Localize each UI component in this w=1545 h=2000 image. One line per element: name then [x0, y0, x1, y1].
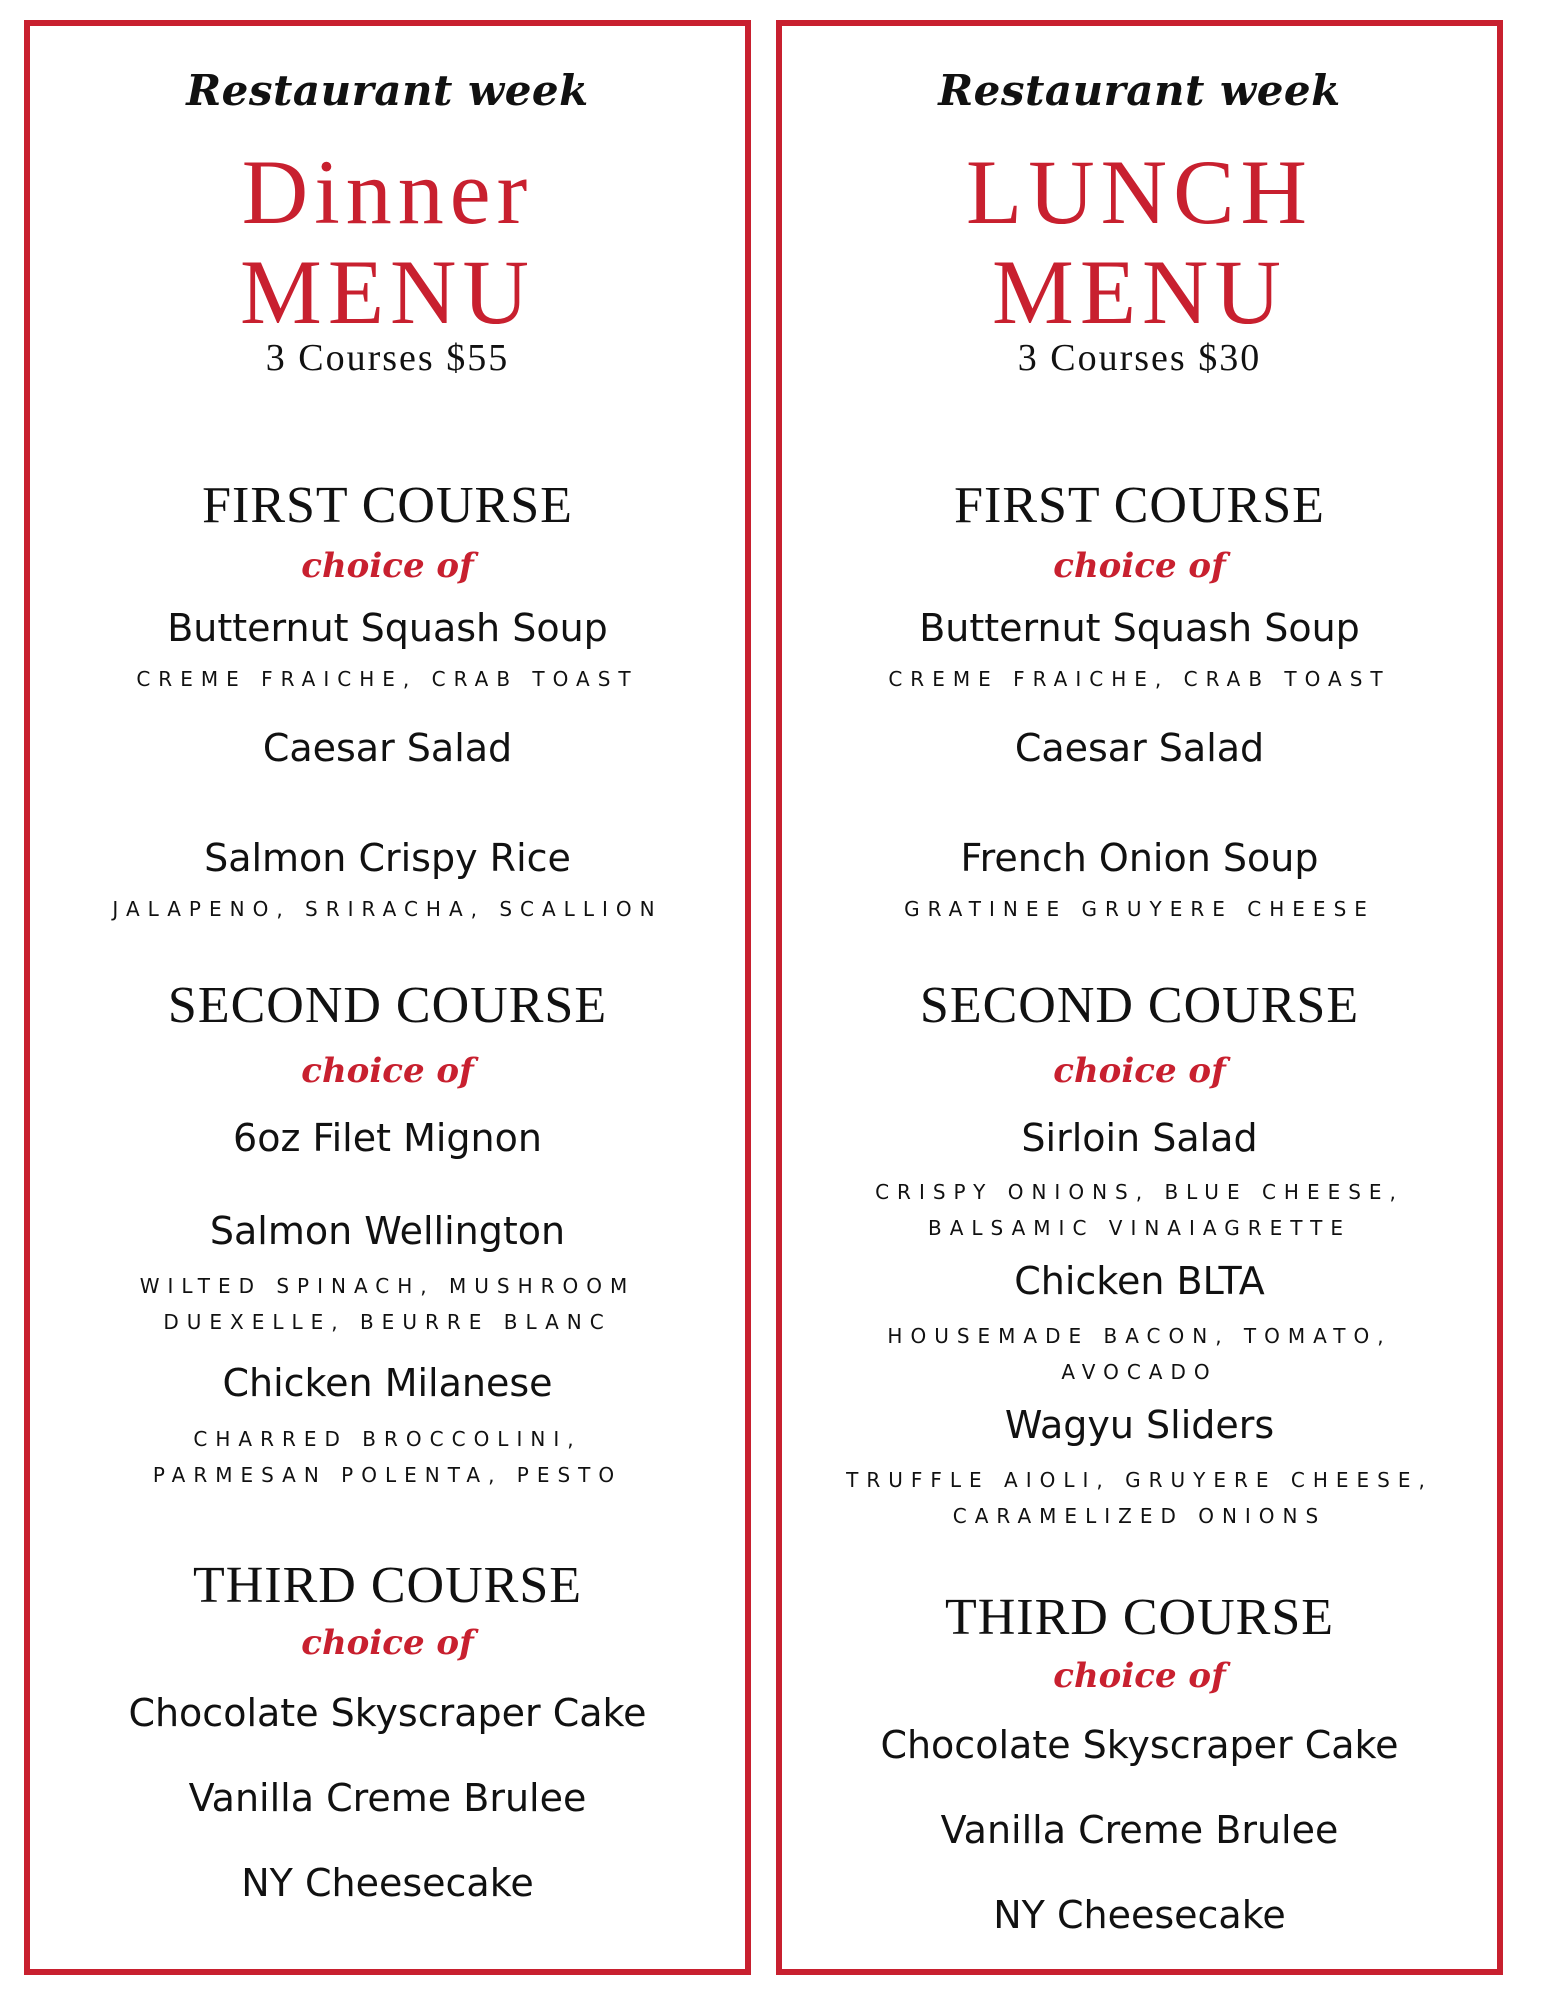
menu-item-name: 6oz Filet Mignon	[233, 1116, 542, 1160]
lunch-title-line2: MENU	[992, 241, 1287, 343]
menu-item-name: Chicken BLTA	[1014, 1259, 1265, 1303]
dinner-title-line1: Dinner	[241, 141, 534, 243]
menu-item-description: BALSAMIC VINAIAGRETTE	[928, 1216, 1351, 1240]
dinner-third-course-heading: THIRD COURSE	[192, 1557, 583, 1614]
lunch-second-course-heading: SECOND COURSE	[919, 977, 1360, 1034]
lunch-second-course-choice: choice of	[1053, 1051, 1226, 1091]
dinner-second-course-heading: SECOND COURSE	[167, 977, 608, 1034]
dinner-first-course-choice: choice of	[301, 546, 474, 586]
dinner-title-line2: MENU	[240, 241, 535, 343]
menu-item-description: HOUSEMADE BACON, TOMATO,	[887, 1324, 1392, 1348]
lunch-price: 3 Courses $30	[1017, 337, 1262, 379]
lunch-first-course-heading: FIRST COURSE	[954, 477, 1325, 534]
lunch-third-course-choice: choice of	[1053, 1656, 1226, 1696]
lunch-third-course-heading: THIRD COURSE	[944, 1589, 1335, 1646]
menu-item-description: CRISPY ONIONS, BLUE CHEESE,	[875, 1180, 1404, 1204]
menu-item-description: GRATINEE GRUYERE CHEESE	[904, 897, 1375, 921]
menu-item-name: Chocolate Skyscraper Cake	[128, 1691, 647, 1735]
lunch-subtitle: Restaurant week	[938, 66, 1341, 115]
dinner-subtitle: Restaurant week	[186, 66, 589, 115]
lunch-first-course-choice: choice of	[1053, 546, 1226, 586]
menu-item-name: Butternut Squash Soup	[167, 606, 608, 650]
menu-item-name: Salmon Crispy Rice	[204, 836, 571, 880]
menu-item-description: CREME FRAICHE, CRAB TOAST	[136, 667, 639, 691]
menu-item-description: AVOCADO	[1061, 1360, 1218, 1384]
menu-item-name: Caesar Salad	[1014, 726, 1265, 770]
menu-item-name: Caesar Salad	[262, 726, 513, 770]
menu-item-name: Sirloin Salad	[1021, 1116, 1258, 1160]
menu-item-description: JALAPENO, SRIRACHA, SCALLION	[112, 897, 663, 921]
lunch-title-line1: LUNCH	[966, 141, 1313, 243]
menu-item-name: Wagyu Sliders	[1004, 1403, 1275, 1447]
menu-item-name: Chocolate Skyscraper Cake	[880, 1723, 1399, 1767]
menu-item-name: French Onion Soup	[960, 836, 1319, 880]
menu-item-description: CARAMELIZED ONIONS	[952, 1504, 1327, 1528]
dinner-second-course-choice: choice of	[301, 1051, 474, 1091]
menu-item-description: PARMESAN POLENTA, PESTO	[152, 1463, 623, 1487]
menu-item-description: TRUFFLE AIOLI, GRUYERE CHEESE,	[846, 1468, 1433, 1492]
menu-item-description: CREME FRAICHE, CRAB TOAST	[888, 667, 1391, 691]
menu-item-description: WILTED SPINACH, MUSHROOM	[139, 1274, 636, 1298]
menu-item-name: Salmon Wellington	[209, 1209, 566, 1253]
dinner-first-course-heading: FIRST COURSE	[202, 477, 573, 534]
menu-item-name: Vanilla Creme Brulee	[188, 1776, 587, 1820]
menu-item-description: CHARRED BROCCOLINI,	[193, 1427, 582, 1451]
lunch-menu-panel	[776, 20, 1503, 1975]
menu-item-name: Vanilla Creme Brulee	[940, 1808, 1339, 1852]
menu-item-name: Chicken Milanese	[222, 1361, 553, 1405]
dinner-price: 3 Courses $55	[265, 337, 510, 379]
menu-item-description: DUEXELLE, BEURRE BLANC	[163, 1310, 612, 1334]
dinner-third-course-choice: choice of	[301, 1623, 474, 1663]
menu-item-name: Butternut Squash Soup	[919, 606, 1360, 650]
dinner-menu-panel	[24, 20, 751, 1975]
menu-item-name: NY Cheesecake	[993, 1893, 1286, 1937]
menu-item-name: NY Cheesecake	[241, 1861, 534, 1905]
